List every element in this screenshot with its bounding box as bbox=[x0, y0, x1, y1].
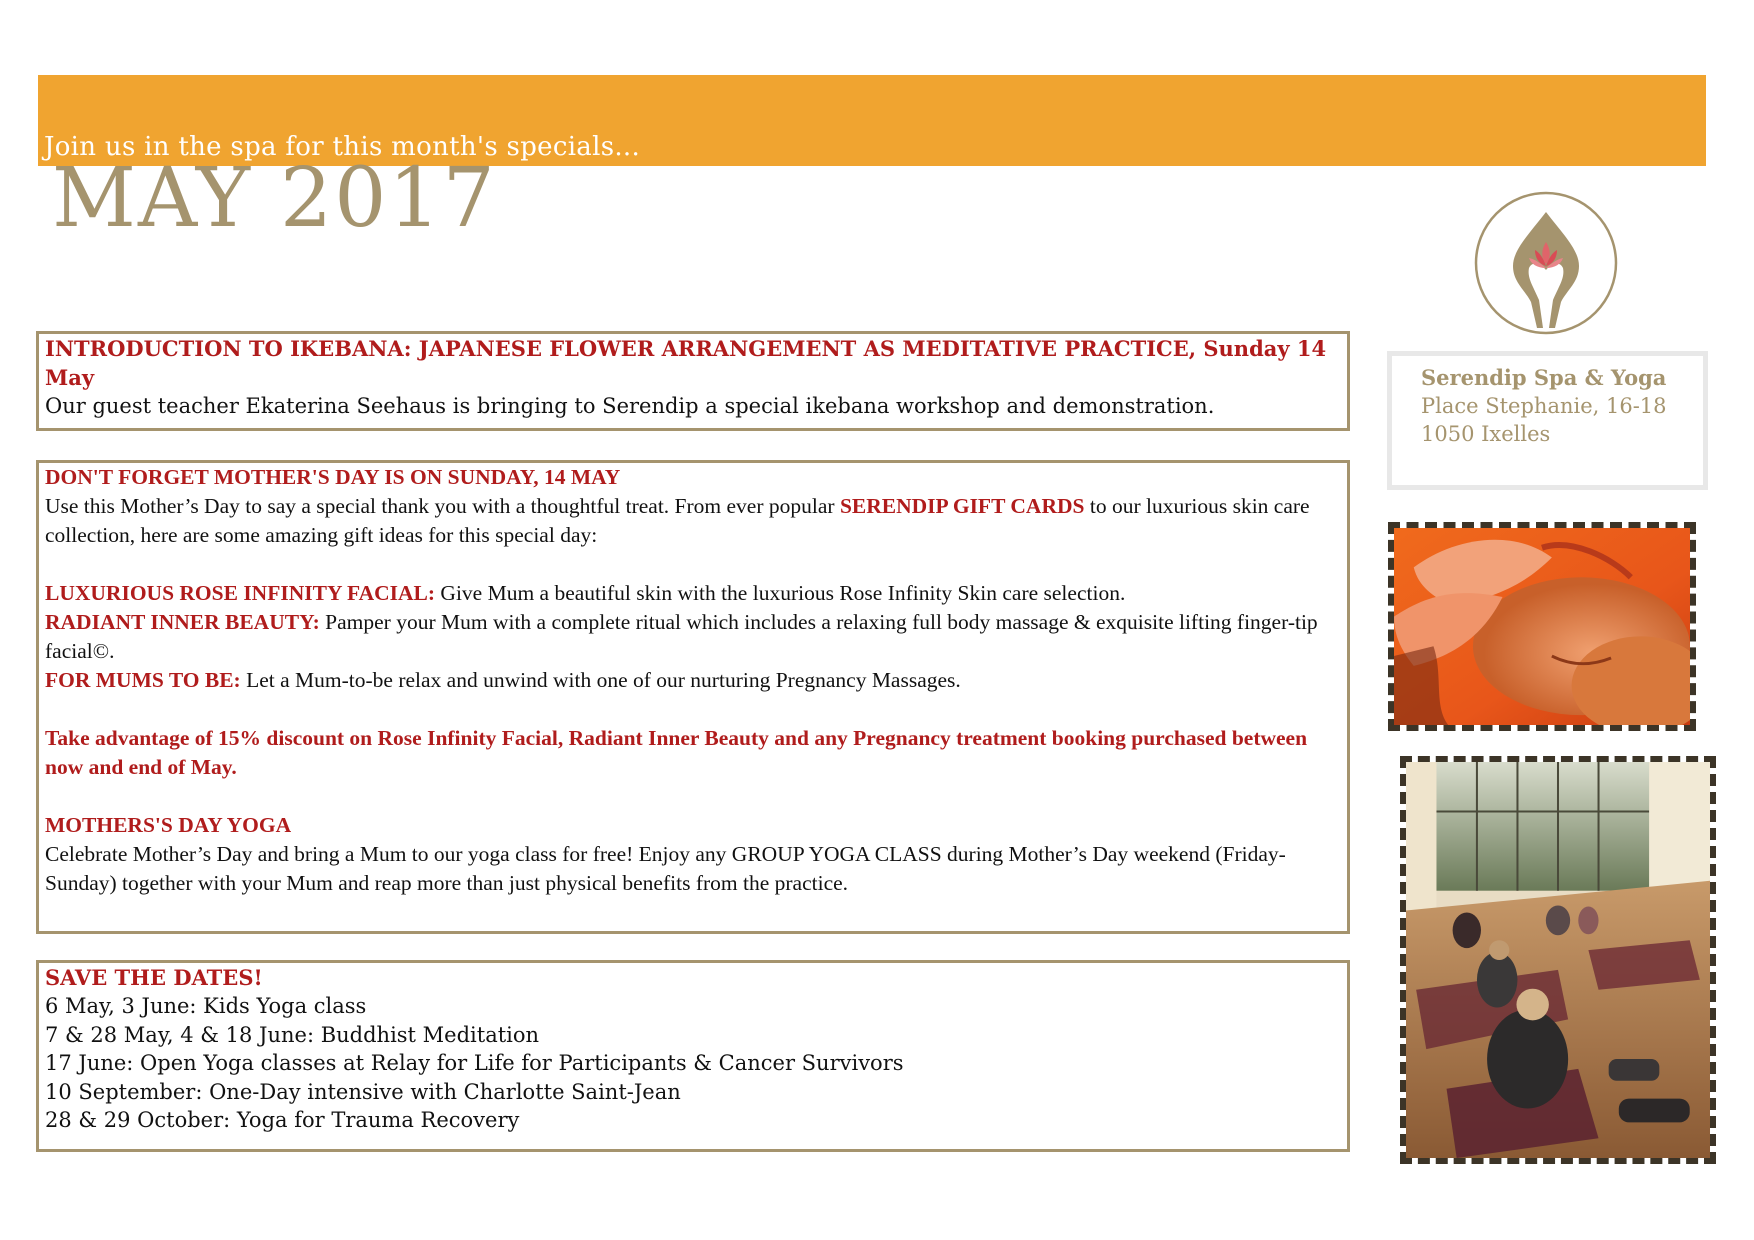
yoga-studio-photo bbox=[1400, 756, 1716, 1164]
ikebana-section bbox=[36, 331, 1350, 431]
date-item: 10 September: One-Day intensive with Charlotte Saint-Jean bbox=[45, 1079, 681, 1104]
gift-item-label: LUXURIOUS ROSE INFINITY FACIAL: bbox=[45, 581, 436, 605]
gift-item-label: FOR MUMS TO BE: bbox=[45, 668, 241, 692]
mothers-day-heading: DON'T FORGET MOTHER'S DAY IS ON SUNDAY, 14 MAY bbox=[45, 465, 621, 489]
business-name: Serendip Spa & Yoga bbox=[1421, 365, 1667, 390]
mothers-day-section bbox=[36, 460, 1350, 934]
gift-item-label: RADIANT INNER BEAUTY: bbox=[45, 610, 320, 634]
facial-massage-photo bbox=[1388, 522, 1696, 731]
gift-item-text: Let a Mum-to-be relax and unwind with one of our nurturing Pregnancy Massages. bbox=[240, 668, 961, 692]
discount-offer: Take advantage of 15% discount on Rose Infinity Facial, Radiant Inner Beauty and any Pregnancy treatment booking purchased between now and end of May. bbox=[45, 726, 1308, 779]
gift-item-text: Pamper your Mum with a complete ritual which includes a relaxing full body massage & exquisite lifting finger-tip facial©. bbox=[45, 610, 1318, 663]
ikebana-body: Our guest teacher Ekaterina Seehaus is bringing to Serendip a special ikebana workshop and demonstration. bbox=[45, 394, 1215, 418]
date-item: 6 May, 3 June: Kids Yoga class bbox=[45, 994, 367, 1018]
lotus-hands-icon bbox=[1473, 190, 1619, 336]
address-box bbox=[1387, 351, 1708, 490]
date-item: 7 & 28 May, 4 & 18 June: Buddhist Meditation bbox=[45, 1022, 540, 1047]
ikebana-heading: INTRODUCTION TO IKEBANA: JAPANESE FLOWER ARRANGEMENT AS MEDITATIVE PRACTICE, Sunday 14 May bbox=[45, 336, 1327, 390]
address-street: Place Stephanie, 16-18 bbox=[1421, 394, 1667, 418]
gift-item bbox=[45, 666, 1347, 695]
save-the-dates-heading: SAVE THE DATES! bbox=[45, 965, 263, 990]
mothers-day-intro bbox=[45, 492, 1347, 550]
banner-tagline: Join us in the spa for this month's specials... bbox=[44, 132, 641, 162]
month-title: MAY 2017 bbox=[52, 151, 497, 246]
gift-cards-link: SERENDIP GIFT CARDS bbox=[839, 494, 1085, 518]
mothers-day-yoga-body: Celebrate Mother’s Day and bring a Mum to our yoga class for free! Enjoy any GROUP YOGA CLASS during Mother’s Day weekend (Friday-Sunday) together with your Mum and reap more than just physical benefits from the practice. bbox=[45, 842, 1286, 895]
date-item: 28 & 29 October: Yoga for Trauma Recovery bbox=[45, 1108, 520, 1132]
date-item: 17 June: Open Yoga classes at Relay for Life for Participants & Cancer Survivors bbox=[45, 1051, 904, 1075]
gift-item bbox=[45, 608, 1347, 666]
intro-text-before: Use this Mother’s Day to say a special thank you with a thoughtful treat. From ever popular bbox=[45, 494, 840, 518]
gift-item bbox=[45, 579, 1347, 608]
save-the-dates-section bbox=[36, 960, 1350, 1152]
address-city: 1050 Ixelles bbox=[1421, 422, 1551, 446]
gift-item-text: Give Mum a beautiful skin with the luxurious Rose Infinity Skin care selection. bbox=[435, 581, 1126, 605]
intro-text-after: to our luxurious skin care collection, here are some amazing gift ideas for this special day: bbox=[45, 494, 1310, 547]
mothers-day-yoga-heading: MOTHERS'S DAY YOGA bbox=[45, 813, 292, 837]
